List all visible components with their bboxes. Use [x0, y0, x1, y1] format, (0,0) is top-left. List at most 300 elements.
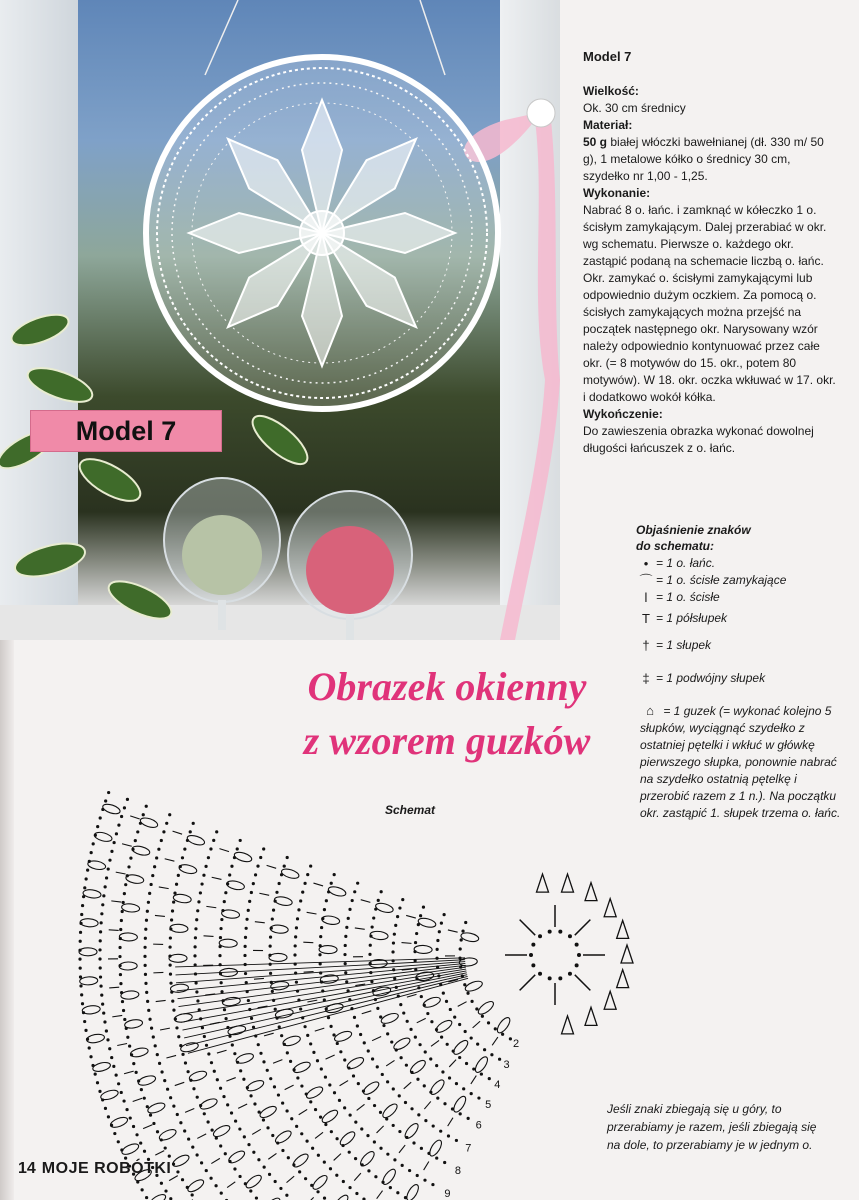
stitch-mark — [417, 1018, 426, 1022]
chain-dot — [367, 1049, 370, 1052]
chain-dot — [242, 1078, 245, 1081]
chain-dot — [386, 1153, 389, 1156]
chain-dot — [244, 972, 247, 975]
chain-dot — [104, 1107, 107, 1110]
chain-dot — [274, 1008, 277, 1011]
chain-dot — [104, 799, 107, 802]
chain-dot — [105, 1029, 108, 1032]
chain-dot — [244, 945, 247, 948]
chain-dot — [323, 1161, 326, 1164]
chain-dot — [297, 908, 300, 911]
chain-dot — [348, 1186, 351, 1189]
stitch-mark — [133, 1098, 142, 1101]
nub-mark — [473, 1055, 490, 1074]
chain-dot — [177, 1035, 180, 1038]
footnote: Jeśli znaki zbiegają się u góry, to przerabiamy je razem, jeśli zbiegają się na dole, to przerabiamy je w jednym o. — [607, 1102, 817, 1152]
chain-dot — [318, 953, 321, 956]
chain-dot — [125, 1108, 128, 1111]
chain-dot — [80, 913, 83, 916]
chain-dot — [367, 1097, 370, 1100]
nub-mark — [585, 1007, 597, 1025]
chain-dot — [89, 1055, 92, 1058]
chain-dot — [392, 941, 395, 944]
nub-mark — [617, 970, 629, 988]
chain-dot — [104, 885, 107, 888]
chain-dot — [236, 847, 239, 850]
chain-dot — [170, 918, 173, 921]
nub-mark — [327, 885, 347, 898]
chain-dot — [224, 1017, 227, 1020]
chain-dot — [483, 1048, 486, 1051]
chain-dot — [418, 1043, 421, 1046]
stitch-mark — [117, 1043, 127, 1045]
chain-dot — [255, 1196, 258, 1199]
chain-dot — [548, 976, 552, 980]
chain-dot — [379, 1015, 382, 1018]
stitch-mark — [520, 920, 536, 936]
chain-dot — [447, 1134, 450, 1137]
chain-dot — [420, 1147, 423, 1150]
chain-dot — [220, 981, 223, 984]
chain-dot — [222, 1095, 225, 1098]
stitch-mark — [238, 1104, 247, 1108]
chain-dot — [181, 1178, 184, 1181]
chain-dot — [324, 1075, 327, 1078]
chain-dot — [143, 955, 146, 958]
chain-dot — [333, 873, 336, 876]
legend-item — [636, 671, 846, 686]
chain-dot — [363, 1041, 366, 1044]
chain-dot — [247, 1143, 250, 1146]
nub-mark — [362, 1080, 381, 1097]
nub-mark — [333, 1029, 353, 1043]
chain-dot — [299, 1007, 302, 1010]
chain-dot — [398, 1130, 401, 1133]
chain-dot — [132, 1125, 135, 1128]
chain-dot — [316, 1059, 319, 1062]
chain-dot — [412, 1141, 415, 1144]
chain-dot — [436, 939, 439, 942]
nub-mark — [83, 889, 102, 899]
chain-dot — [329, 1025, 332, 1028]
size-heading: Wielkość: — [583, 84, 639, 98]
stitch-mark — [217, 1050, 227, 1053]
nub-mark — [120, 1142, 140, 1157]
chain-dot — [392, 1124, 395, 1127]
chain-dot — [200, 882, 203, 885]
nub-mark — [80, 976, 98, 985]
chain-dot — [149, 1113, 152, 1116]
chain-dot — [79, 984, 82, 987]
chain-dot — [108, 859, 111, 862]
chain-dot — [132, 1062, 135, 1065]
stitch-mark — [402, 943, 412, 944]
chain-dot — [394, 924, 397, 927]
nub-mark — [434, 1018, 453, 1034]
round-label: 8 — [454, 1165, 461, 1178]
nub-mark — [109, 1115, 129, 1129]
chain-dot — [113, 841, 116, 844]
chain-dot — [392, 1087, 395, 1090]
chain-dot — [558, 930, 562, 934]
chain-dot — [275, 891, 278, 894]
nub-mark — [321, 915, 340, 926]
chain-dot — [134, 839, 137, 842]
nub-mark — [320, 1108, 339, 1125]
stitch-mark — [361, 900, 371, 903]
chain-dot — [323, 908, 326, 911]
nub-mark — [417, 917, 436, 929]
chain-dot — [373, 1104, 376, 1107]
stitch-mark — [471, 1076, 476, 1084]
chain-dot — [120, 815, 123, 818]
round-label: 7 — [465, 1142, 472, 1155]
nub-mark — [121, 990, 140, 1000]
chain-dot — [83, 1020, 86, 1023]
nub-mark — [178, 863, 197, 875]
chain-dot — [285, 1194, 288, 1197]
nub-mark — [102, 802, 122, 815]
chain-dot — [368, 953, 371, 956]
stitch-mark — [575, 975, 591, 991]
nub-mark — [221, 909, 240, 919]
chain-dot — [531, 963, 535, 967]
chain-dot — [462, 1087, 465, 1090]
stitch-mark — [155, 915, 165, 916]
legend-item — [636, 638, 846, 653]
chain-dot — [274, 1180, 277, 1183]
nub-mark — [392, 1036, 412, 1052]
chain-dot — [85, 877, 88, 880]
chain-dot — [396, 915, 399, 918]
chain-dot — [470, 1036, 473, 1039]
stitch-mark — [404, 1082, 411, 1089]
chain-dot — [187, 1070, 190, 1073]
chain-dot — [351, 899, 354, 902]
chain-dot — [146, 1000, 149, 1003]
chain-dot — [300, 1084, 303, 1087]
chain-dot — [115, 1074, 118, 1077]
nub-mark — [305, 1085, 325, 1101]
wine-glass-green — [164, 478, 280, 630]
page-footer — [18, 1160, 171, 1178]
chain-dot — [455, 1082, 458, 1085]
chain-dot — [320, 926, 323, 929]
chain-dot — [289, 1060, 292, 1063]
chain-dot — [223, 900, 226, 903]
chain-dot — [200, 1161, 203, 1164]
chain-dot — [416, 1174, 419, 1177]
chain-dot — [262, 847, 265, 850]
hook-knob — [527, 99, 555, 127]
stitch-mark — [264, 1033, 274, 1036]
stitch-mark — [357, 1104, 365, 1110]
stitch-mark — [112, 1015, 122, 1016]
nub-mark — [131, 845, 150, 857]
chain-dot — [354, 1157, 357, 1160]
chain-dot — [304, 1177, 307, 1180]
chain-dot — [336, 1137, 339, 1140]
chain-dot — [272, 908, 275, 911]
chain-dot — [99, 975, 102, 978]
chain-dot — [144, 928, 147, 931]
chain-dot — [121, 910, 124, 913]
chain-dot — [99, 984, 102, 987]
chain-dot — [150, 883, 153, 886]
nub-mark — [199, 1097, 219, 1111]
stitch-mark — [315, 1028, 325, 1031]
chain-dot — [79, 966, 82, 969]
chain-dot — [348, 908, 351, 911]
chain-dot — [143, 1150, 146, 1153]
chain-dot — [189, 830, 192, 833]
chain-dot — [176, 1170, 179, 1173]
chain-dot — [417, 1113, 420, 1116]
stitch-mark — [424, 1101, 430, 1109]
chain-dot — [568, 972, 572, 976]
magazine-name: MOJE ROBÓTKI — [41, 1160, 172, 1177]
chain-dot — [155, 856, 158, 859]
stitch-mark — [116, 872, 126, 874]
stitch-mark — [386, 1060, 394, 1065]
chain-dot — [409, 1028, 412, 1031]
chain-dot — [459, 947, 462, 950]
chain-dot — [153, 865, 156, 868]
chain-dot — [169, 936, 172, 939]
chain-dot — [158, 1062, 161, 1065]
chain-dot — [100, 921, 103, 924]
nub-mark — [186, 1178, 205, 1194]
legend-item — [636, 611, 846, 626]
stitch-mark — [326, 1055, 335, 1059]
photo-illustration — [0, 0, 560, 640]
chain-dot — [224, 891, 227, 894]
chain-dot — [123, 1018, 126, 1021]
hanging-string — [205, 0, 238, 75]
chain-dot — [106, 1038, 109, 1041]
nub-mark — [338, 1130, 357, 1148]
chain-dot — [244, 936, 247, 939]
chain-dot — [248, 900, 251, 903]
chain-dot — [414, 1036, 417, 1039]
stitch-mark — [287, 1176, 295, 1182]
nub-mark — [292, 1060, 312, 1075]
stitch-mark — [304, 972, 314, 973]
chain-dot — [445, 1000, 448, 1003]
chain-dot — [419, 914, 422, 917]
chain-dot — [259, 856, 262, 859]
chain-dot — [144, 937, 147, 940]
chain-dot — [98, 948, 101, 951]
chain-dot — [150, 1027, 153, 1030]
chain-dot — [309, 1042, 312, 1045]
nub-mark — [464, 979, 484, 993]
chain-dot — [273, 1085, 276, 1088]
chain-dot — [145, 1196, 148, 1199]
stitch-mark — [259, 893, 269, 895]
doily-photo — [0, 0, 560, 640]
chain-dot — [443, 913, 446, 916]
chain-dot — [360, 1127, 363, 1130]
nub-mark — [130, 1046, 149, 1058]
chain-dot — [247, 909, 250, 912]
chain-dot — [470, 1092, 473, 1095]
material-desc: białej włóczki bawełnianej (dł. 330 m/ 50 g), 1 metalowe kółko o średnicy 30 cm, szydełko nr 1,00 - 1,25. — [583, 135, 824, 183]
chain-dot — [196, 999, 199, 1002]
stitch-mark — [111, 901, 121, 902]
chain-dot — [509, 1037, 512, 1040]
chain-dot — [354, 1121, 357, 1124]
chain-dot — [271, 990, 274, 993]
chain-dot — [187, 1137, 190, 1140]
chain-dot — [245, 918, 248, 921]
chain-dot — [281, 1149, 284, 1152]
nub-mark — [562, 874, 574, 892]
chain-dot — [353, 1016, 356, 1019]
chain-dot — [233, 1052, 236, 1055]
nub-mark — [87, 860, 106, 871]
chain-dot — [396, 1191, 399, 1194]
stitch-mark — [424, 1162, 429, 1171]
chain-dot — [101, 903, 104, 906]
chain-dot — [160, 1182, 163, 1185]
chain-dot — [209, 847, 212, 850]
chain-dot — [344, 935, 347, 938]
stitch-mark — [307, 912, 317, 914]
nub-mark — [148, 1192, 168, 1200]
chain-dot — [295, 1125, 298, 1128]
chain-dot — [195, 990, 198, 993]
legend-title-1: Objaśnienie znaków — [636, 523, 751, 537]
chain-dot — [379, 1147, 382, 1150]
chain-dot — [281, 1101, 284, 1104]
nub-mark — [188, 1069, 208, 1082]
chain-dot — [501, 1033, 504, 1036]
chain-dot — [293, 953, 296, 956]
chain-dot — [441, 1070, 444, 1073]
chain-dot — [402, 1011, 405, 1014]
chain-dot — [377, 899, 380, 902]
chain-dot — [453, 1016, 456, 1019]
stitch-mark — [307, 1000, 317, 1002]
stitch-mark — [372, 1036, 381, 1040]
chain-dot — [324, 1123, 327, 1126]
chain-dot — [113, 1132, 116, 1135]
chain-dot — [300, 1132, 303, 1135]
chain-dot — [247, 999, 250, 1002]
finish-heading: Wykończenie: — [583, 407, 663, 421]
chain-dot — [279, 1187, 282, 1190]
chain-dot — [422, 906, 425, 909]
chain-dot — [401, 898, 404, 901]
chain-dot — [494, 1027, 497, 1030]
nub-mark — [381, 1102, 400, 1120]
chain-dot — [465, 1062, 468, 1065]
chain-dot — [349, 1113, 352, 1116]
chain-dot — [103, 1020, 106, 1023]
chain-dot — [151, 874, 154, 877]
nub-mark — [92, 1061, 111, 1073]
chain-dot — [309, 864, 312, 867]
nub-mark — [235, 1052, 255, 1065]
chain-dot — [389, 1186, 392, 1189]
chain-dot — [406, 1020, 409, 1023]
round-label: 5 — [485, 1098, 492, 1111]
chain-dot — [400, 1056, 403, 1059]
chain-dot — [353, 890, 356, 893]
chain-dot — [119, 928, 122, 931]
stitch-mark — [448, 930, 458, 932]
chain-dot — [323, 1197, 326, 1200]
stitch-mark — [159, 887, 169, 889]
chain-dot — [181, 856, 184, 859]
chain-dot — [83, 886, 86, 889]
chain-dot — [449, 1008, 452, 1011]
stitch-mark — [143, 1125, 152, 1129]
chain-dot — [191, 1145, 194, 1148]
chain-dot — [259, 1052, 262, 1055]
chain-dot — [401, 1164, 404, 1167]
nub-mark — [173, 893, 192, 904]
chain-dot — [498, 1058, 501, 1061]
chain-dot — [239, 839, 242, 842]
chain-dot — [154, 1044, 157, 1047]
chain-dot — [207, 1052, 210, 1055]
chain-dot — [122, 1099, 125, 1102]
chain-dot — [332, 1033, 335, 1036]
chain-dot — [173, 892, 176, 895]
nub-mark — [171, 1153, 191, 1169]
nub-mark — [233, 850, 253, 863]
chain-dot — [115, 832, 118, 835]
chain-dot — [192, 822, 195, 825]
round-label: 3 — [503, 1058, 510, 1071]
chain-dot — [194, 927, 197, 930]
chain-dot — [117, 824, 120, 827]
chain-dot — [99, 930, 102, 933]
chain-dot — [330, 882, 333, 885]
chain-dot — [152, 1035, 155, 1038]
chain-dot — [294, 944, 297, 947]
nub-mark — [422, 995, 442, 1009]
chain-dot — [213, 1070, 216, 1073]
chain-dot — [376, 1007, 379, 1010]
nub-mark — [80, 918, 99, 927]
nub-mark — [258, 1104, 278, 1120]
nub-mark — [226, 879, 245, 891]
chain-dot — [99, 966, 102, 969]
chain-dot — [146, 910, 149, 913]
nub-mark — [414, 945, 432, 954]
chain-dot — [94, 1073, 97, 1076]
chain-dot — [344, 944, 347, 947]
chain-dot — [420, 995, 423, 998]
chain-dot — [405, 1064, 408, 1067]
chain-dot — [123, 892, 126, 895]
chain-dot — [171, 909, 174, 912]
nub-mark — [269, 953, 287, 961]
chain-dot — [443, 1161, 446, 1164]
chain-dot — [250, 891, 253, 894]
nub-mark — [452, 1038, 470, 1056]
nub-mark — [380, 1011, 400, 1025]
chain-dot — [311, 1147, 314, 1150]
chain-dot — [243, 1135, 246, 1138]
chain-dot — [156, 1053, 159, 1056]
single-crochet-symbol-icon: ǀ — [644, 590, 648, 605]
chain-dot — [117, 1140, 120, 1143]
chain-dot — [108, 1047, 111, 1050]
